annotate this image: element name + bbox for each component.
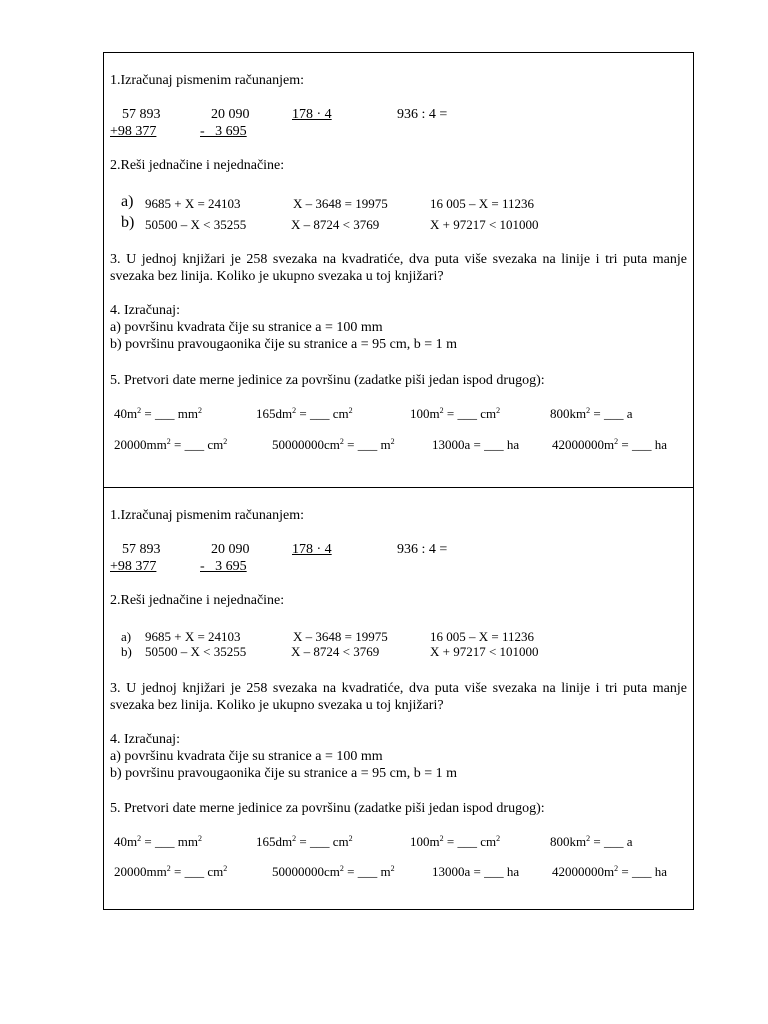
- task4-heading: 4. Izračunaj:: [110, 303, 180, 318]
- conversion-item: $165dm^2$ = ___ $cm^2$: [256, 834, 353, 849]
- task2-b-eq1: 50500 – X < 35255: [145, 644, 247, 659]
- task1-col4: 936 : 4 =: [397, 107, 448, 122]
- task1-col2-top: 20 090: [211, 542, 250, 557]
- conversion-item: $100m^2$ = ___ $cm^2$: [410, 406, 501, 421]
- conversion-item: $50000000cm^2$ = ___ $m^2$: [272, 864, 395, 879]
- task1-col1-top: 57 893: [122, 107, 161, 122]
- task2-label-b: b): [121, 214, 135, 231]
- task2-label-b: b): [121, 644, 132, 659]
- task5-heading: 5. Pretvori date merne jedinice za površinu (zadatke piši jedan ispod drugog):: [110, 373, 545, 388]
- task4-heading: 4. Izračunaj:: [110, 732, 180, 747]
- task2-b-eq2: X – 8724 < 3769: [291, 644, 380, 659]
- task1-col1-bottom: +98 377: [110, 559, 157, 574]
- task1-col1-top: 57 893: [122, 542, 161, 557]
- task3-text: 3. U jednoj knjižari je 258 svezaka na kvadratiće, dva puta više svezaka na linije i tri puta manje svezaka bez linija. Koliko je ukupno svezaka u toj knjižari?: [110, 681, 687, 713]
- task1-col4: 936 : 4 =: [397, 542, 448, 557]
- task2-b-eq3: X + 97217 < 101000: [430, 217, 539, 232]
- task2-a-eq1: 9685 + X = 24103: [145, 629, 241, 644]
- task2-b-eq3: X + 97217 < 101000: [430, 644, 539, 659]
- conversion-item: $800km^2$ = ___ a: [550, 834, 633, 849]
- conversion-item: $42000000m^2$ = ___ ha: [552, 864, 667, 879]
- conversion-item: $20000mm^2$ = ___ $cm^2$: [114, 864, 228, 879]
- conversion-item: 13000a = ___ ha: [432, 437, 520, 452]
- conversion-item: $40m^2$ = ___ $mm^2$: [114, 834, 202, 849]
- task4-line-b: b) površinu pravougaonika čije su stranice a = 95 cm, b = 1 m: [110, 337, 458, 352]
- task1-col3: 178 · 4: [292, 107, 332, 122]
- task5-heading: 5. Pretvori date merne jedinice za površinu (zadatke piši jedan ispod drugog):: [110, 801, 545, 816]
- task2-heading: 2.Reši jednačine i nejednačine:: [110, 158, 285, 173]
- conversion-item: $42000000m^2$ = ___ ha: [552, 437, 667, 452]
- conversion-item: $800km^2$ = ___ a: [550, 406, 633, 421]
- task1-col1-bottom: +98 377: [110, 124, 157, 139]
- task2-label-a: a): [121, 193, 134, 210]
- conversion-item: $100m^2$ = ___ $cm^2$: [410, 834, 501, 849]
- task1-col2-bottom: - 3 695: [200, 124, 247, 139]
- task1-heading: 1.Izračunaj pismenim računanjem:: [110, 508, 304, 523]
- task1-col2-top: 20 090: [211, 107, 250, 122]
- task3-text: 3. U jednoj knjižari je 258 svezaka na kvadratiće, dva puta više svezaka na linije i tri puta manje svezaka bez linija. Koliko je ukupno svezaka u toj knjižari?: [110, 252, 687, 284]
- task2-a-eq3: 16 005 – X = 11236: [430, 196, 534, 211]
- task2-b-eq2: X – 8724 < 3769: [291, 217, 380, 232]
- conversion-item: $20000mm^2$ = ___ $cm^2$: [114, 437, 228, 452]
- task2-heading: 2.Reši jednačine i nejednačine:: [110, 593, 285, 608]
- task2-a-eq2: X – 3648 = 19975: [293, 629, 388, 644]
- task1-heading: 1.Izračunaj pismenim računanjem:: [110, 73, 304, 88]
- conversion-item: $40m^2$ = ___ $mm^2$: [114, 406, 202, 421]
- task2-a-eq1: 9685 + X = 24103: [145, 196, 241, 211]
- task4-line-a: a) površinu kvadrata čije su stranice a = 100 mm: [110, 749, 383, 764]
- task2-a-eq2: X – 3648 = 19975: [293, 196, 388, 211]
- task1-col3: 178 · 4: [292, 542, 332, 557]
- task4-line-b: b) površinu pravougaonika čije su stranice a = 95 cm, b = 1 m: [110, 766, 458, 781]
- task2-label-a: a): [121, 629, 132, 644]
- task4-line-a: a) površinu kvadrata čije su stranice a = 100 mm: [110, 320, 383, 335]
- task1-col2-bottom: - 3 695: [200, 559, 247, 574]
- section-divider: [104, 487, 693, 488]
- conversion-item: $50000000cm^2$ = ___ $m^2$: [272, 437, 395, 452]
- conversion-item: 13000a = ___ ha: [432, 864, 520, 879]
- task2-b-eq1: 50500 – X < 35255: [145, 217, 247, 232]
- conversion-item: $165dm^2$ = ___ $cm^2$: [256, 406, 353, 421]
- worksheet-frame: [103, 52, 694, 910]
- task2-a-eq3: 16 005 – X = 11236: [430, 629, 534, 644]
